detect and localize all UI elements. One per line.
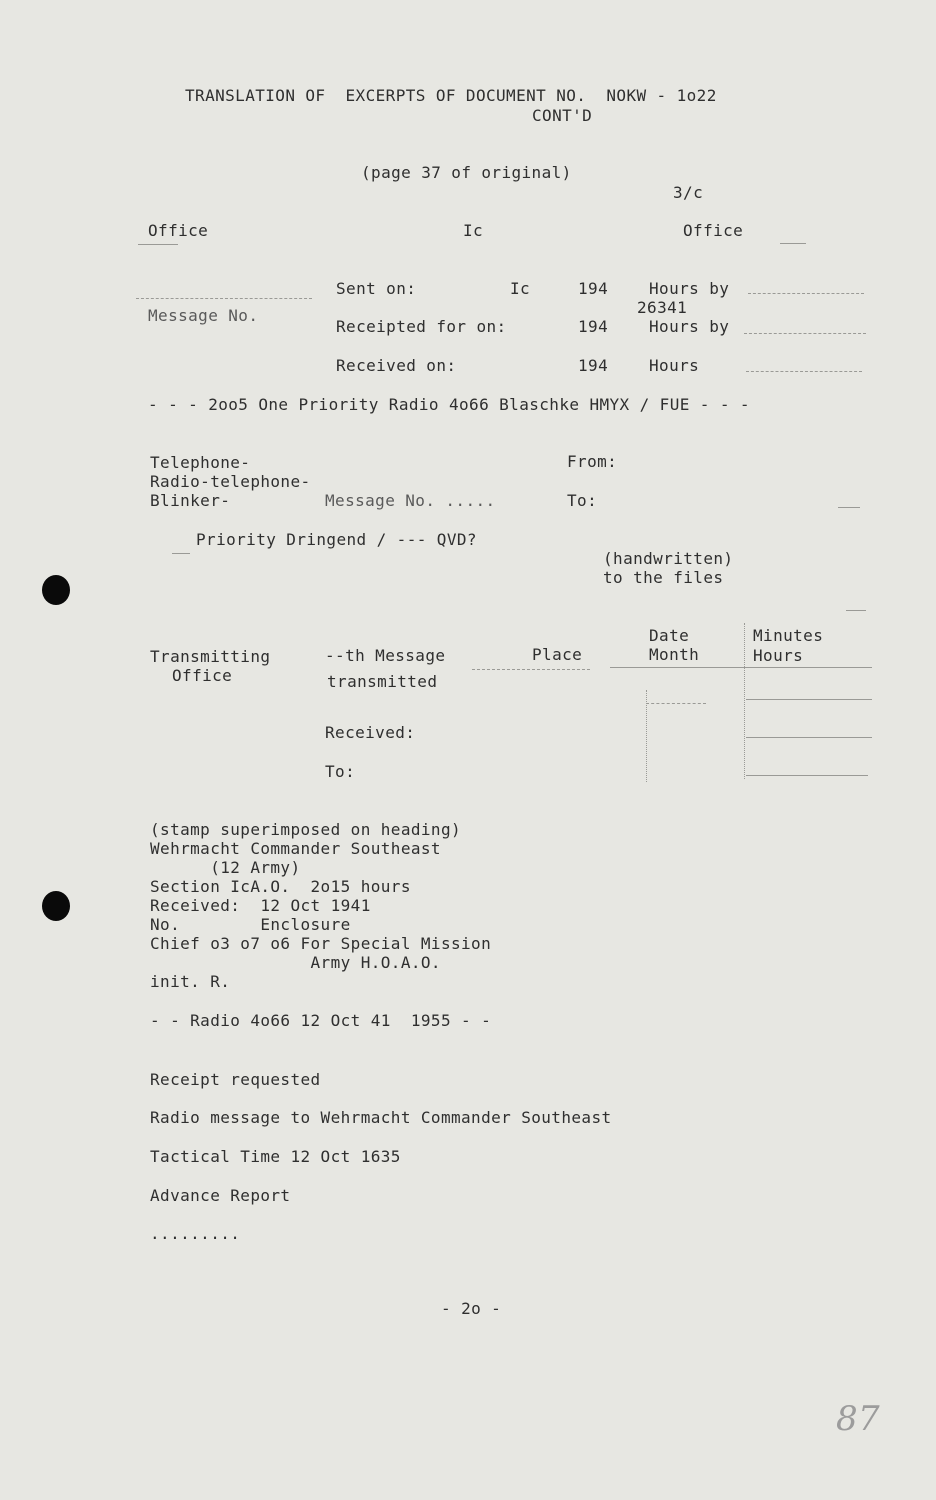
divider [646,703,706,704]
stamp-line: (12 Army) [150,858,301,877]
stamp-line: Chief o3 o7 o6 For Special Mission [150,934,492,953]
message-no-label: Message No. [148,306,259,325]
received-row-label: Received: [325,723,416,742]
divider [746,371,862,372]
stamp-line: Section IcA.O. 2o15 hours [150,877,411,896]
divider [746,775,868,776]
radio-transmission-line: - - - 2oo5 One Priority Radio 4o66 Blaschke HMYX / FUE - - - [148,395,750,414]
stamp-line: init. R. [150,972,231,991]
hours-header: Hours [753,646,804,665]
receipted-hours: Hours by [649,317,730,336]
punch-hole-bottom [42,891,70,921]
receipted-for-label: Receipted for on: [336,317,507,336]
month-header: Month [649,645,700,664]
divider [646,690,647,782]
divider [136,298,312,299]
to-the-files-note: to the files [603,568,724,587]
divider [846,610,866,611]
office-right-label: Office [683,221,744,240]
stamp-line: No. Enclosure [150,915,351,934]
divider [610,667,872,668]
th-message-header: --th Message [325,646,446,665]
divider [744,333,866,334]
transmitted-label: transmitted [327,672,438,691]
stamp-line: Army H.O.A.O. [150,953,441,972]
divider [780,243,806,244]
office-left-label: Office [148,221,209,240]
minutes-header: Minutes [753,626,824,645]
stamp-line: Received: 12 Oct 1941 [150,896,371,915]
punch-hole-top [42,575,70,605]
from-label: From: [567,452,618,471]
sent-ic: Ic [510,279,531,298]
receipted-year: 194 [578,317,609,336]
receipt-requested: Receipt requested [150,1070,321,1089]
received-on-label: Received on: [336,356,457,375]
message-no-field: Message No. ..... [325,491,496,510]
radio-telephone-label: Radio-telephone- [150,472,311,491]
blinker-label: Blinker- [150,491,231,510]
radio-message-line: Radio message to Wehrmacht Commander Southeast [150,1108,612,1127]
radio-line-bottom: - - Radio 4o66 12 Oct 41 1955 - - [150,1011,492,1030]
stamp-line: (stamp superimposed on heading) [150,820,462,839]
ic-label: Ic [463,221,484,240]
divider [744,623,745,779]
received-year: 194 [578,356,609,375]
divider [748,293,864,294]
stamp-block [150,820,491,991]
divider [138,244,178,245]
sent-on-label: Sent on: [336,279,417,298]
place-header: Place [532,645,583,664]
sent-number: 26341 [637,298,688,317]
priority-line: Priority Dringend / --- QVD? [196,530,477,549]
handwritten-page-number: 87 [836,1399,881,1439]
divider [172,553,190,554]
divider [746,699,872,700]
divider [838,507,860,508]
divider [472,669,590,670]
telephone-label: Telephone- [150,453,251,472]
office-header: Office [172,666,233,685]
page-number: - 2o - [441,1299,502,1318]
transmitting-header: Transmitting [150,647,271,666]
sent-hours: Hours by [649,279,730,298]
to-row-label: To: [325,762,356,781]
received-hours: Hours [649,356,700,375]
document-title: TRANSLATION OF EXCERPTS OF DOCUMENT NO. NOKW - 1o22 [185,86,717,105]
advance-report-line: Advance Report [150,1186,291,1205]
page-reference: (page 37 of original) [361,163,572,182]
sent-year: 194 [578,279,609,298]
stamp-line: Wehrmacht Commander Southeast [150,839,441,858]
ellipsis-dots: ......... [150,1224,241,1243]
handwritten-note: (handwritten) [603,549,734,568]
document-title-contd: CONT'D [532,106,593,125]
to-label: To: [567,491,598,510]
divider [746,737,872,738]
date-header: Date [649,626,690,645]
tactical-time-line: Tactical Time 12 Oct 1635 [150,1147,401,1166]
reference-code: 3/c [673,183,704,202]
